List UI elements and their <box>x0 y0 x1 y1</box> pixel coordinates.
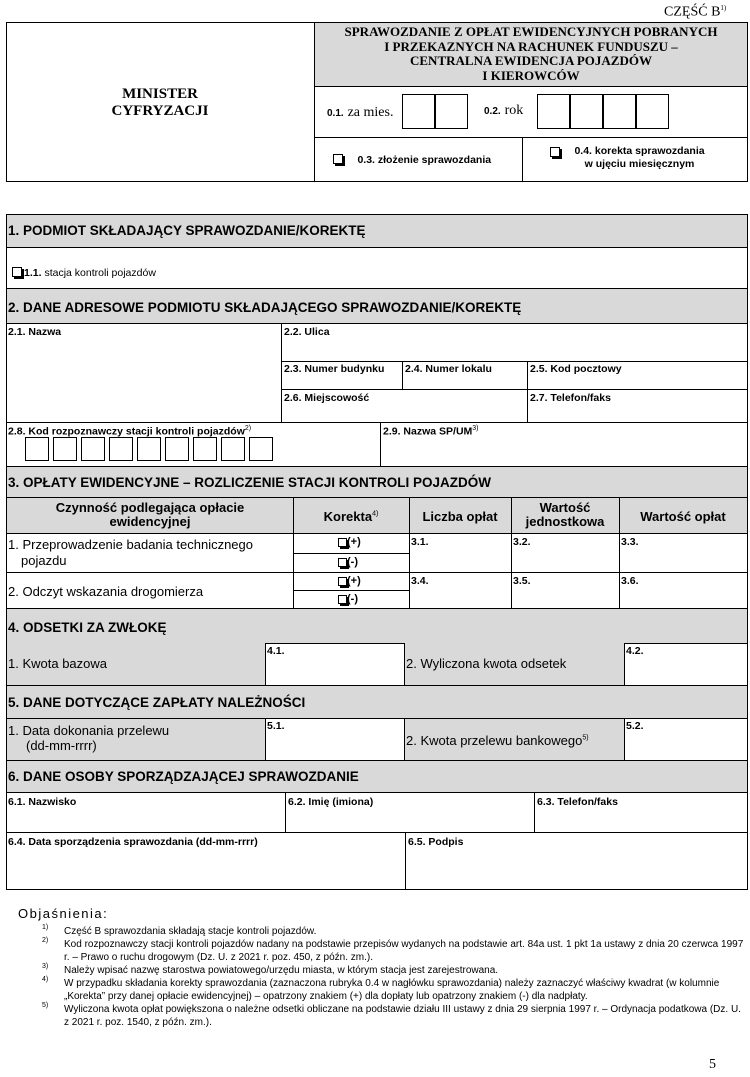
field-2-3-label: 2.3. Numer budynku <box>284 363 385 375</box>
s4-vline-3 <box>624 643 625 685</box>
station-code-digit-box[interactable] <box>81 437 105 461</box>
month-digit-1[interactable] <box>402 94 435 129</box>
field-5-1[interactable]: 5.1. <box>267 720 285 732</box>
sec2-hline-1 <box>281 361 747 362</box>
year-digit-3[interactable] <box>603 94 636 129</box>
sec2-vline-4 <box>380 422 381 466</box>
col-value-header: Wartość opłat <box>640 509 726 524</box>
correction-checkbox[interactable] <box>550 147 560 157</box>
s4-vline-2 <box>404 643 405 685</box>
field-6-1-label: 6.1. Nazwisko <box>8 796 77 808</box>
sec2-vline-3 <box>527 361 528 423</box>
s6-vline-1 <box>285 793 286 832</box>
col-unit-header: Wartość jednostkowa <box>525 500 605 529</box>
field-2-8-label: 2.8. Kod rozpoznawczy stacji kontroli pojazdów$^{2)}$ <box>8 425 252 438</box>
field-2-7-label: 2.7. Telefon/faks <box>530 392 611 404</box>
cell-3-1[interactable]: 3.1. <box>411 536 429 548</box>
station-code-digit-box[interactable] <box>221 437 245 461</box>
form-bottom-line <box>6 889 748 890</box>
col-activity-header: Czynność podlegająca opłacie ewidencyjnej <box>55 500 245 529</box>
transfer-date-label: 1. Data dokonania przelewu (dd-mm-rrrr) <box>8 723 170 753</box>
s5-vline-1 <box>265 719 266 760</box>
col-count-header: Liczba opłat <box>422 509 498 524</box>
station-code-digit-box[interactable] <box>165 437 189 461</box>
page-number: 5 <box>709 1057 716 1072</box>
header-hline <box>315 137 747 138</box>
station-code-digit-box[interactable] <box>109 437 133 461</box>
station-code-digit-box[interactable] <box>25 437 49 461</box>
field-5-2[interactable]: 5.2. <box>626 720 644 732</box>
section-5-title: 5. DANE DOTYCZĄCE ZAPŁATY NALEŻNOŚCI <box>8 695 306 710</box>
s6-vline-2 <box>534 793 535 832</box>
field-6-3-label: 6.3. Telefon/faks <box>537 796 618 808</box>
cell-3-5[interactable]: 3.5. <box>513 575 531 587</box>
s6-vline-3 <box>405 832 406 889</box>
row-1-label: 1. Przeprowadzenie badania technicznego pojazdu <box>8 537 254 568</box>
s3-sub-hline-2 <box>293 590 409 591</box>
s4-vline-1 <box>265 643 266 685</box>
s3-vline-4 <box>619 498 620 608</box>
year-digit-2[interactable] <box>570 94 603 129</box>
year-digit-4[interactable] <box>636 94 669 129</box>
field-6-4-label: 6.4. Data sporządzenia sprawozdania (dd-mm-rrrr) <box>8 836 258 848</box>
station-code-digit-box[interactable] <box>193 437 217 461</box>
month-digit-2[interactable] <box>435 94 468 129</box>
part-label: CZĘŚĆ $B^{1)}$ <box>664 4 727 20</box>
field-4-1[interactable]: 4.1. <box>267 645 285 657</box>
row1-minus-checkbox[interactable]: (-) <box>338 556 358 568</box>
field-2-1-label: 2.1. Nazwa <box>8 326 62 338</box>
cell-3-6[interactable]: 3.6. <box>621 575 639 587</box>
section-3-title: 3. OPŁATY EWIDENCYJNE – ROZLICZENIE STACJI KONTROLI POJAZDÓW <box>8 475 492 490</box>
submission-checkbox-row[interactable]: 0.3. złożenie sprawozdania <box>333 150 491 168</box>
correction-checkbox-row[interactable]: 0.4. korekta sprawozdania w ujęciu miesięcznym <box>550 145 705 172</box>
s3-vline-3 <box>511 498 512 608</box>
col-correction-header: Korekta$^{4)}$ <box>323 509 379 524</box>
s5-vline-2 <box>404 719 405 760</box>
base-amount-label: 1. Kwota bazowa <box>8 656 108 671</box>
station-checkbox[interactable] <box>12 267 22 277</box>
sec2-vline-2 <box>402 361 403 389</box>
transfer-amount-label: 2. Kwota przelewu bankowego$^{5)}$ <box>406 733 589 748</box>
field-6-2-label: 6.2. Imię (imiona) <box>288 796 374 808</box>
minister-label: MINISTER CYFRYZACJI <box>111 86 209 119</box>
cell-3-4[interactable]: 3.4. <box>411 575 429 587</box>
station-checkbox-row[interactable]: 1.1. stacja kontroli pojazdów <box>12 263 156 281</box>
field-2-6-label: 2.6. Miejscowość <box>284 392 370 404</box>
year-digit-1[interactable] <box>537 94 570 129</box>
s3-sub-hline-1 <box>293 553 409 554</box>
section-2-title: 2. DANE ADRESOWE PODMIOTU SKŁADAJĄCEGO SPRAWOZDANIE/KOREKTĘ <box>8 300 522 315</box>
field-0-2-label: 0.2. rok <box>484 103 524 118</box>
calc-interest-label: 2. Wyliczona kwota odsetek <box>406 656 567 671</box>
sec2-hline-2 <box>281 389 747 390</box>
cell-3-2[interactable]: 3.2. <box>513 536 531 548</box>
row1-plus-checkbox[interactable]: (+) <box>338 536 361 548</box>
section-1-title: 1. PODMIOT SKŁADAJĄCY SPRAWOZDANIE/KOREKTĘ <box>8 223 366 238</box>
field-2-5-label: 2.5. Kod pocztowy <box>530 363 622 375</box>
sec2-hline-3 <box>7 422 747 423</box>
station-code-digit-box[interactable] <box>249 437 273 461</box>
notes-title: Objaśnienia: <box>18 906 109 921</box>
row-2-label: 2. Odczyt wskazania drogomierza <box>8 584 204 599</box>
field-2-2-label: 2.2. Ulica <box>284 326 330 338</box>
station-code-digit-box[interactable] <box>137 437 161 461</box>
field-0-1-label: 0.1. za mies. <box>327 105 394 120</box>
row2-plus-checkbox[interactable]: (+) <box>338 575 361 587</box>
row2-minus-checkbox[interactable]: (-) <box>338 593 358 605</box>
sec2-vline <box>281 324 282 423</box>
field-4-2[interactable]: 4.2. <box>626 645 644 657</box>
field-6-5-label: 6.5. Podpis <box>408 836 464 848</box>
section-6-title: 6. DANE OSOBY SPORZĄDZAJĄCEJ SPRAWOZDANIE <box>8 769 359 784</box>
cell-3-3[interactable]: 3.3. <box>621 536 639 548</box>
section-4-title: 4. ODSETKI ZA ZWŁOKĘ <box>8 620 167 635</box>
s5-vline-3 <box>624 719 625 760</box>
submission-checkbox[interactable] <box>333 154 343 164</box>
report-title: SPRAWOZDANIE Z OPŁAT EWIDENCYJNYCH POBRANYCH I PRZEKAZNYCH NA RACHUNEK FUNDUSZU – CENTRALNA EWIDENCJA POJAZDÓW I KIEROWCÓW <box>344 24 718 83</box>
field-2-4-label: 2.4. Numer lokalu <box>405 363 492 375</box>
s3-vline-2 <box>409 498 410 608</box>
header-vline <box>522 137 523 182</box>
station-code-digit-box[interactable] <box>53 437 77 461</box>
field-2-9-label: 2.9. Nazwa SP/UM$^{3)}$ <box>383 425 479 438</box>
s6-hline <box>7 832 747 833</box>
s3-row-hline <box>7 572 747 573</box>
